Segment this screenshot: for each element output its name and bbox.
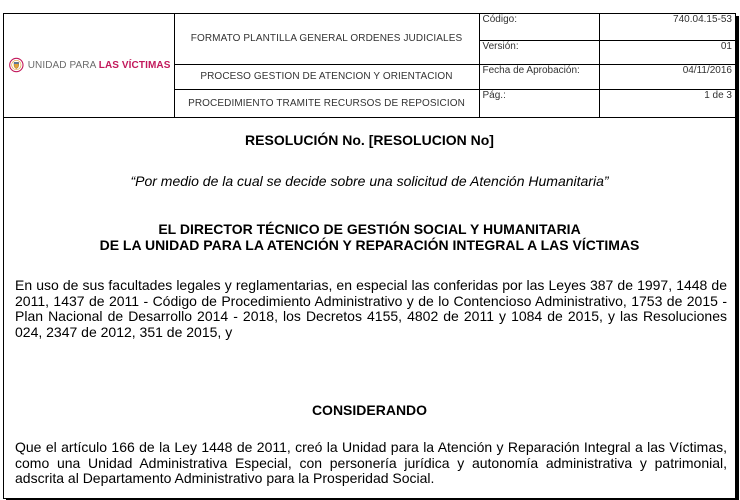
procedure-name: PROCEDIMIENTO TRAMITE RECURSOS DE REPOSICION <box>174 89 479 117</box>
document-page <box>3 13 736 499</box>
format-title: FORMATO PLANTILLA GENERAL ORDENES JUDICIALES <box>174 14 479 64</box>
considerando-paragraph-1: Que el artículo 166 de la Ley 1448 de 2011, creó la Unidad para la Atención y Reparación Integral a las Víctimas, como una Unidad Administrativa Especial, con personería jurídica y autonomía administrativa y patrimonial, adscrita al Departamento Administrativo para la Prosperidad Social. <box>15 439 727 486</box>
faculties-paragraph: En uso de sus facultades legales y reglamentarias, en especial las conferidas por las Leyes 387 de 1997, 1448 de 2011, 1437 de 2011 - Código de Procedimiento Administrativo y de lo Contencioso Administrativo, 1753 de 2015 - Plan Nacional de Desarrollo 2014 - 2018, los Decretos 4155, 4802 de 2011 y 1084 de 2015, y las Resoluciones 024, 2347 de 2012, 351 de 2015, y <box>15 277 727 340</box>
version-label: Versión: <box>479 40 599 64</box>
director-heading <box>4 221 735 253</box>
process-name: PROCESO GESTION DE ATENCION Y ORIENTACION <box>174 64 479 89</box>
document-header-table <box>4 14 735 118</box>
logo-wordmark: UNIDAD PARA LAS VÍCTIMAS <box>27 59 171 71</box>
resolution-motto: “Por medio de la cual se decide sobre una solicitud de Atención Humanitaria” <box>130 173 609 189</box>
considerando-heading: CONSIDERANDO <box>311 402 428 418</box>
coat-of-arms-icon <box>9 54 24 76</box>
director-line-2: DE LA UNIDAD PARA LA ATENCIÓN Y REPARACIÓN INTEGRAL A LAS VÍCTIMAS <box>99 237 640 253</box>
page-label: Pág.: <box>479 89 599 117</box>
code-value: 740.04.15-53 <box>599 14 735 40</box>
approval-date-value: 04/11/2016 <box>599 64 735 89</box>
logo-cell <box>4 14 174 117</box>
resolution-title: RESOLUCIÓN No. [RESOLUCION No] <box>245 132 494 148</box>
page-value: 1 de 3 <box>599 89 735 117</box>
version-value: 01 <box>599 40 735 64</box>
director-line-1: EL DIRECTOR TÉCNICO DE GESTIÓN SOCIAL Y HUMANITARIA <box>158 221 581 237</box>
code-label: Código: <box>479 14 599 40</box>
unidad-victimas-logo <box>7 54 171 76</box>
approval-date-label: Fecha de Aprobación: <box>479 64 599 89</box>
